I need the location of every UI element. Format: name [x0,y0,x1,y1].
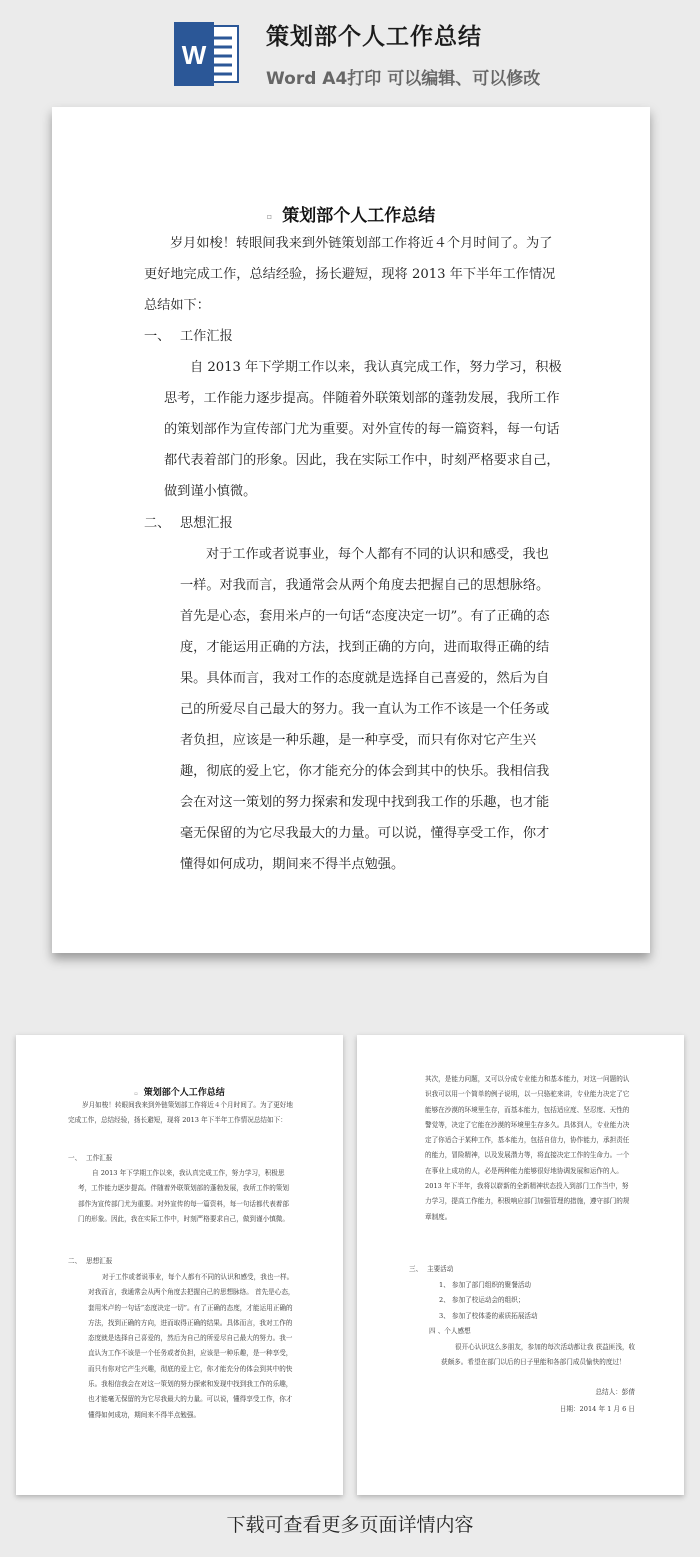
activity-list [439,1278,639,1324]
word-logo-icon [174,22,240,86]
thumbnail-section-body: 自 2013 年下学期工作以来，我认真完成工作，努力学习，积极思考，工作能力逐步提高。伴随着外联策划部的蓬勃发展，我所工作的策划部作为宣传部门尤为重要。对外宣传的每一篇资料，每一句话都代表着部门的形象。因此，我在实际工作中，时刻严格要求自己，做到谨小慎微。 [78,1169,289,1223]
header-subtitle: Word A4打印 可以编辑、可以修改 [266,69,541,89]
section-body: 自 2013 年下学期工作以来，我认真完成工作，努力学习，积极思考，工作能力逐步提高。伴随着外联策划部的蓬勃发展，我所工作的策划部作为宣传部门尤为重要。对外宣传的每一篇资料，每一句话都代表着部门的形象。因此，我在实际工作中，时刻严格要求自己，做到谨小慎微。 [164,360,562,499]
thumbnail-section-body: 对于工作或者说事业，每个人都有不同的认识和感受，我也一样。对我而言，我通常会从两个角度去把握自己的思想脉络。 首先是心态，套用米卢的一句话“态度决定一切”。有了正确的态度，才能运用正确的方法，找到正确的方向，进而取得正确的结果。具体而言，我对工作的态度就是选择自己喜爱的，然后为自己的所爱尽自己最大的努力。我一直认为工作不该是一个任务或者负担，应该是一种乐趣，是一种享受，而只有你对它产生兴趣，彻底的爱上它，你才能充分的体会到其中的快乐。我相信我会在对这一策划的努力探索和发现中找到我工作的乐趣，也才能毫无保留的为它尽我最大的力量。可以说，懂得享受工作，你才懂得如何成功，期间来不得半点勉强。 [88,1273,295,1419]
thumbnail-section-heading: 一、 工作汇报 [68,1154,113,1162]
thumbnail-section-heading: 四 、个人感想 [429,1327,471,1335]
section-heading: 二、 思想汇报 [144,516,233,531]
page-thumbnail-1[interactable] [16,1035,343,1495]
header [0,0,700,100]
word-logo-letter: W [181,40,207,70]
header-title: 策划部个人工作总结 [266,24,482,50]
section-heading: 一、 工作汇报 [144,329,233,344]
thumbnail-title: ▫ 策划部个人工作总结 [134,1088,225,1098]
download-more-text[interactable]: 下载可查看更多页面详情内容 [226,1514,474,1536]
main-page-preview [52,107,650,953]
signature: 总结人：彭倩 [595,1388,635,1396]
intro-paragraph: 岁月如梭！转眼间我来到外链策划部工作将近４个月时间了。为了更好地完成工作，总结经验，扬长避短，现将 2013 年下半年工作情况总结如下： [144,236,556,313]
paragraph-marker-icon: ▫ [134,1091,138,1097]
list-item: 1、 参加了部门组织的聚餐活动 [439,1281,532,1289]
thumbnail-section-heading: 三、 主要活动 [409,1265,454,1273]
paragraph-marker-icon: ▫ [266,211,273,221]
thumbnail-continuation: 其次，是能力问题，又可以分成专业能力和基本能力，对这一问题的认识我可以用一个简单的例子说明，以一只骆驼来讲，专业能力决定了它能够在沙漠的环境里生存，而基本能力，包括适应度、坚忍度、天性的警觉等，决定了它能在沙漠的环境里生存多久。具体到人，专业能力决定了你适合于某种工作，基本能力，包括自信力，协作能力，承担责任的能力，冒险精神，以及发展潜力等，将直接决定工作的生命力。一个在事业上成功的人，必是两种能力能够很好地协调发展和运作的人。2013 年下半年，我将以崭新的全新精神状态投入到部门工作当中，努力学习，提高工作能力，积极响应部门加强管理的措施，遵守部门的规章制度。 [425,1075,630,1221]
document-title: ▫ 策划部个人工作总结 [266,206,436,226]
list-item: 2、 参加了校运动会的组织； [439,1296,525,1305]
thumbnail-section-body: 很开心认识这么多朋友，参加的每次活动都让我 获益匪浅，收获颇多。希望在部门以后的日子里能和各部门成员愉快的度过！ [441,1343,636,1367]
thumbnail-section-heading: 二、 思想汇报 [68,1257,113,1265]
thumbnail-intro: 岁月如梭！转眼间我来到外链策划部工作将近４个月时间了。为了更好地完成工作，总结经验，扬长避短，现将 2013 年下半年工作情况总结如下： [68,1101,293,1125]
date: 日期：2014 年 1 月 6 日 [559,1405,635,1413]
page-thumbnail-2[interactable] [357,1035,684,1495]
list-item: 3、 参加了校体委的素质拓展活动 [439,1311,538,1320]
section-body: 对于工作或者说事业，每个人都有不同的认识和感受，我也一样。对我而言，我通常会从两个角度去把握自己的思想脉络。 首先是心态，套用米卢的一句话“态度决定一切”。有了正确的态度，才能运用正确的方法，找到正确的方向，进而取得正确的结果。具体而言，我对工作的态度就是选择自己喜爱的，然后为自己的所爱尽自己最大的努力。我一直认为工作不该是一个任务或者负担，应该是一种乐趣，是一种享受，而只有你对它产生兴趣，彻底的爱上它，你才能充分的体会到其中的快乐。我相信我会在对这一策划的努力探索和发现中找到我工作的乐趣，也才能毫无保留的为它尽我最大的力量。可以说，懂得享受工作，你才懂得如何成功，期间来不得半点勉强。 [180,547,550,872]
